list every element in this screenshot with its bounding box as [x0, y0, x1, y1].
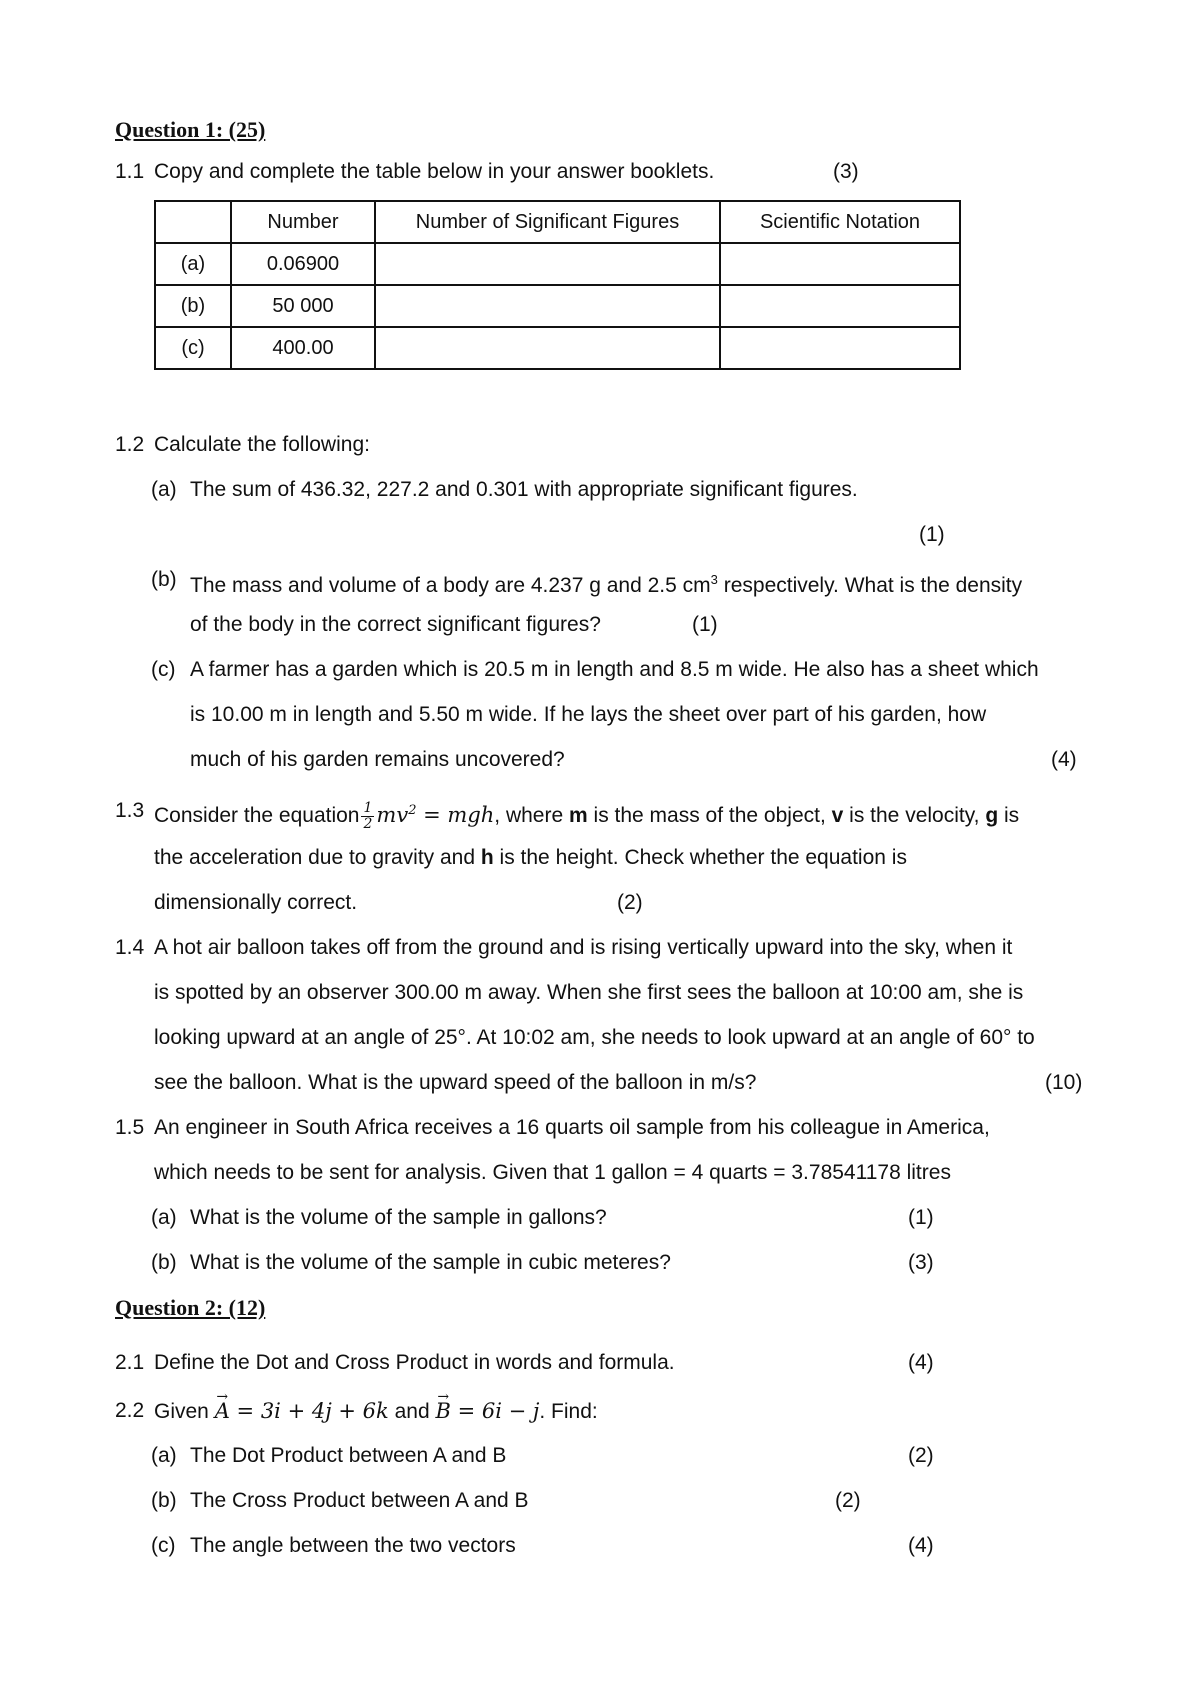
q1-5b-text: What is the volume of the sample in cubic meteres? — [190, 1251, 671, 1274]
q1-2b-line2: of the body in the correct significant figures? — [190, 613, 601, 636]
bold-variable: m — [569, 804, 588, 827]
equation-rhs: = mgh — [416, 803, 495, 827]
q2-2a-text: The Dot Product between A and B — [190, 1444, 507, 1467]
q1-2a-text: The sum of 436.32, 227.2 and 0.301 with appropriate significant figures. — [190, 478, 858, 501]
row-sig-figs — [375, 327, 720, 369]
q1-2-text: Calculate the following: — [154, 433, 370, 456]
q1-4-line4: see the balloon. What is the upward speed of the balloon in m/s? — [154, 1071, 757, 1094]
q1-3-line3: dimensionally correct. — [154, 891, 358, 914]
q1-5a-marks: (1) — [908, 1206, 934, 1229]
q1-1-number: 1.1 — [115, 160, 145, 183]
q2-2a-marks: (2) — [908, 1444, 934, 1467]
q1-3-text: is the height. Check whether the equation is — [493, 846, 907, 869]
q1-2c-line2: is 10.00 m in length and 5.50 m wide. If he lays the sheet over part of his garden, how — [190, 703, 987, 726]
q1-5b-label: (b) — [151, 1251, 177, 1274]
table-header-cell — [155, 201, 231, 243]
q1-3-text: is the velocity, — [843, 804, 986, 827]
row-label: (b) — [155, 285, 231, 327]
vector-b-equation: = 6i − j — [450, 1399, 540, 1423]
fraction-numerator: 1 — [363, 799, 373, 816]
table-header-cell: Scientific Notation — [720, 201, 960, 243]
table-row — [155, 243, 960, 285]
table-header-row — [155, 201, 960, 243]
q1-5b-marks: (3) — [908, 1251, 934, 1274]
q1-2b-label: (b) — [151, 568, 177, 591]
row-sci-notation — [720, 327, 960, 369]
q2-2-text: Given — [154, 1400, 215, 1423]
row-sci-notation — [720, 243, 960, 285]
q1-2c-marks: (4) — [1051, 748, 1077, 771]
q1-3-line2 — [154, 845, 907, 871]
q1-3-line1 — [154, 792, 1019, 835]
q1-4-line3: looking upward at an angle of 25°. At 10:02 am, she needs to look upward at an angle of 60° to — [154, 1026, 1035, 1049]
equation-exponent: 2 — [408, 803, 417, 818]
q1-5-line2: which needs to be sent for analysis. Given that 1 gallon = 4 quarts = 3.78541178 litres — [154, 1161, 951, 1184]
table-row — [155, 285, 960, 327]
q1-3-marks: (2) — [617, 891, 643, 914]
q1-4-line1: A hot air balloon takes off from the ground and is rising vertically upward into the sky, when it — [154, 936, 1013, 959]
q2-1-marks: (4) — [908, 1351, 934, 1374]
q1-2c-label: (c) — [151, 658, 176, 681]
q1-2b-marks: (1) — [692, 613, 718, 636]
significant-figures-table — [154, 200, 961, 370]
q1-2a-label: (a) — [151, 478, 177, 501]
q1-5a-text: What is the volume of the sample in gallons? — [190, 1206, 607, 1229]
q2-1-number: 2.1 — [115, 1351, 145, 1374]
row-number: 0.06900 — [231, 243, 375, 285]
half-fraction — [361, 801, 374, 832]
question-2-heading: Question 2: (12) — [115, 1295, 266, 1320]
q1-4-line2: is spotted by an observer 300.00 m away. When she first sees the balloon at 10:00 am, she is — [154, 981, 1024, 1004]
q1-4-number: 1.4 — [115, 936, 145, 959]
q2-1-text: Define the Dot and Cross Product in words and formula. — [154, 1351, 675, 1374]
q1-4-marks: (10) — [1045, 1071, 1083, 1094]
vector-a-equation: = 3i + 4j + 6k — [229, 1399, 389, 1423]
q1-5a-label: (a) — [151, 1206, 177, 1229]
q1-2c-line1: A farmer has a garden which is 20.5 m in length and 8.5 m wide. He also has a sheet which — [190, 658, 1039, 681]
q1-3-text: is the mass of the object, — [587, 804, 832, 827]
q1-3-text: is — [998, 804, 1020, 827]
q2-2-text: . Find: — [539, 1400, 598, 1423]
row-label: (c) — [155, 327, 231, 369]
q1-2b-text1: The mass and volume of a body are 4.237 g and 2.5 cm — [190, 574, 711, 597]
q1-2-number: 1.2 — [115, 433, 145, 456]
bold-variable: v — [831, 804, 844, 827]
row-sci-notation — [720, 285, 960, 327]
row-number: 400.00 — [231, 327, 375, 369]
vector-b: → B — [435, 1398, 450, 1424]
q1-3-text: Consider the equation — [154, 804, 360, 827]
q1-3-number: 1.3 — [115, 799, 145, 822]
q1-5-line1: An engineer in South Africa receives a 16 quarts oil sample from his colleague in America, — [154, 1116, 990, 1139]
q2-2-line — [154, 1398, 598, 1425]
q1-1-marks: (3) — [833, 160, 859, 183]
q2-2c-label: (c) — [151, 1534, 176, 1557]
q2-2a-label: (a) — [151, 1444, 177, 1467]
q1-5-number: 1.5 — [115, 1116, 145, 1139]
q1-2a-marks: (1) — [919, 523, 945, 546]
q1-3-text: , where — [494, 804, 569, 827]
equation-lhs: mv — [376, 803, 409, 827]
question-1-heading: Question 1: (25) — [115, 117, 266, 142]
row-label: (a) — [155, 243, 231, 285]
q2-2b-marks: (2) — [835, 1489, 861, 1512]
q1-2b-line1 — [190, 567, 1022, 599]
q1-2b-text2: respectively. What is the density — [717, 574, 1023, 597]
bold-variable: g — [985, 804, 999, 827]
q2-2-number: 2.2 — [115, 1399, 145, 1422]
q1-1-text: Copy and complete the table below in your answer booklets. — [154, 160, 715, 183]
q1-2c-line3: much of his garden remains uncovered? — [190, 748, 565, 771]
row-sig-figs — [375, 243, 720, 285]
table-header-cell: Number of Significant Figures — [375, 201, 720, 243]
q2-2-text: and — [388, 1400, 436, 1423]
bold-variable: h — [480, 846, 494, 869]
table-header-cell: Number — [231, 201, 375, 243]
q1-3-text: the acceleration due to gravity and — [154, 846, 481, 869]
q2-2b-text: The Cross Product between A and B — [190, 1489, 529, 1512]
vector-a: → A — [215, 1398, 230, 1424]
row-sig-figs — [375, 285, 720, 327]
q2-2b-label: (b) — [151, 1489, 177, 1512]
row-number: 50 000 — [231, 285, 375, 327]
fraction-denominator: 2 — [363, 815, 373, 832]
q2-2c-text: The angle between the two vectors — [190, 1534, 516, 1557]
q2-2c-marks: (4) — [908, 1534, 934, 1557]
table-row — [155, 327, 960, 369]
q1-2b-superscript: 3 — [710, 572, 718, 587]
